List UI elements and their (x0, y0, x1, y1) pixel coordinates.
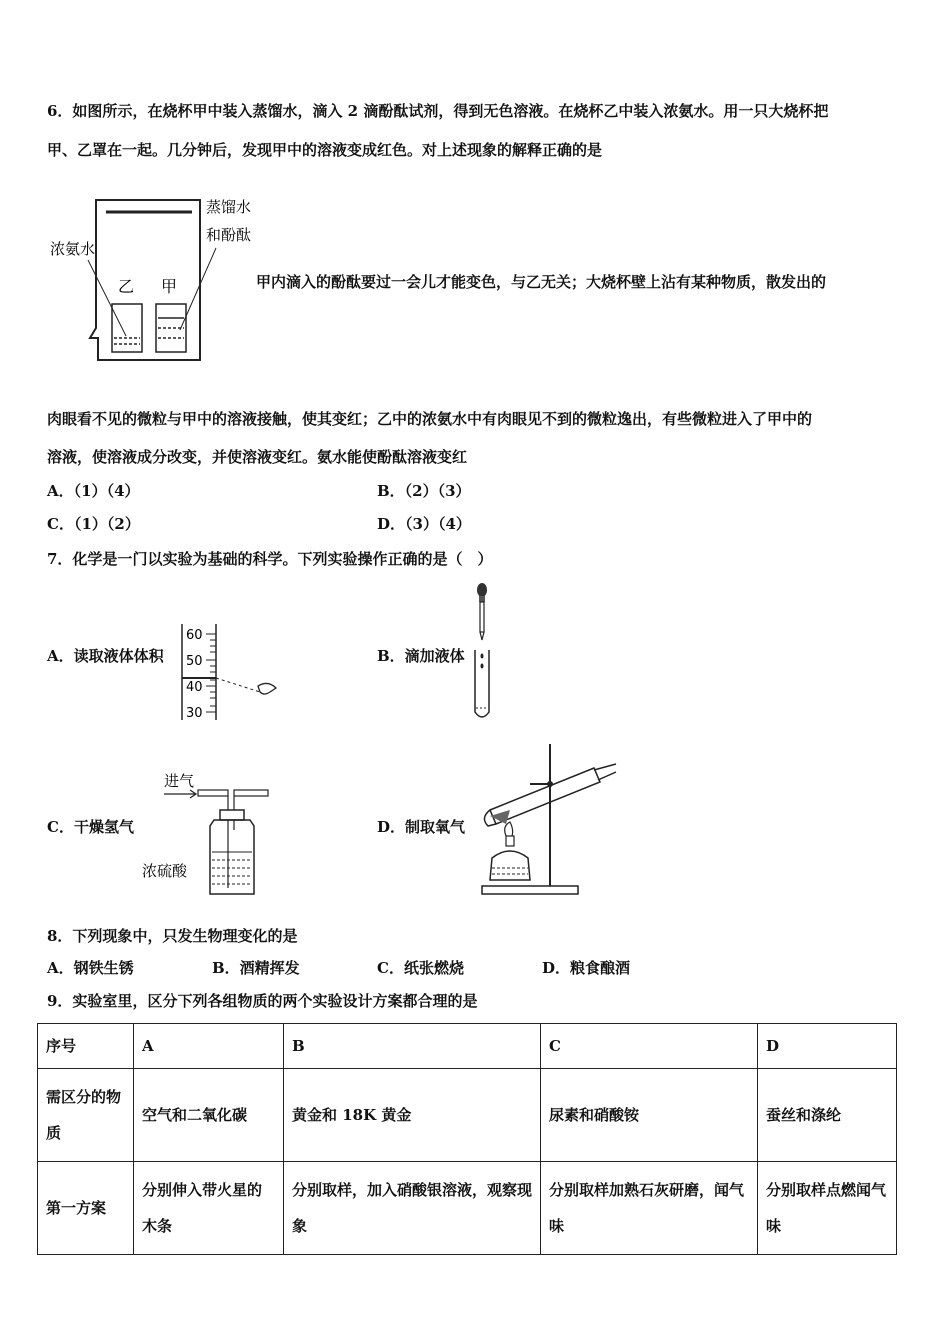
table-cell: B (284, 1024, 541, 1069)
q8-option-c: C．纸张燃烧 (377, 959, 464, 977)
q6-option-a: A．（1）（4） (47, 482, 140, 500)
q8-stem: 8．下列现象中，只发生物理变化的是 (47, 927, 298, 945)
table-cell: 分别取样，加入硝酸银溶液，观察现象 (284, 1162, 541, 1255)
oxygen-apparatus-figure (470, 740, 620, 900)
tick-40: 40 (186, 680, 203, 695)
q6-beaker-figure (48, 188, 258, 383)
q6-stem-line1: 6．如图所示，在烧杯甲中装入蒸馏水，滴入 2 滴酚酞试剂，得到无色溶液。在烧杯乙中装入浓氨水。用一只大烧杯把 (47, 102, 829, 120)
table-cell: C (541, 1024, 758, 1069)
dropper-tube-figure (468, 580, 498, 725)
table-row (38, 1069, 897, 1162)
label-and-phenol: 和酚酞 (206, 226, 252, 244)
label-sulfuric-acid: 浓硫酸 (142, 862, 188, 880)
tick-50: 50 (186, 654, 203, 669)
table-cell: 尿素和硝酸铵 (541, 1069, 758, 1162)
q7-option-d: D．制取氧气 (377, 818, 466, 836)
q8-option-b: B．酒精挥发 (212, 959, 300, 977)
table-cell: D (758, 1024, 897, 1069)
q8-option-a: A．钢铁生锈 (47, 959, 134, 977)
q6-explain-line2: 肉眼看不见的微粒与甲中的溶液接触，使其变红；乙中的浓氨水中有肉眼见不到的微粒逸出，有些微粒进入了甲中的 (47, 410, 813, 428)
q7-stem: 7．化学是一门以实验为基础的科学。下列实验操作正确的是（ ） (47, 550, 493, 568)
table-cell: 分别取样加熟石灰研磨，闻气味 (541, 1162, 758, 1255)
q7-option-a: A．读取液体体积 (47, 647, 164, 665)
eye-icon (258, 683, 276, 694)
label-ammonia: 浓氨水 (50, 240, 96, 258)
q6-option-b: B．（2）（3） (377, 482, 471, 500)
label-jia: 甲 (161, 277, 178, 296)
q7-option-b: B．滴加液体 (377, 647, 465, 665)
table-cell: 黄金和 18K 黄金 (284, 1069, 541, 1162)
q6-explain-line3: 溶液，使溶液成分改变，并使溶液变红。氨水能使酚酞溶液变红 (47, 448, 468, 466)
table-cell: 需区分的物质 (38, 1069, 134, 1162)
table-cell: 第一方案 (38, 1162, 134, 1255)
label-distilled-water: 蒸馏水 (206, 198, 252, 216)
table-cell: 空气和二氧化碳 (134, 1069, 284, 1162)
table-cell: 蚕丝和涤纶 (758, 1069, 897, 1162)
label-gas-in: 进气 (164, 772, 195, 790)
q8-option-d: D．粮食酿酒 (542, 959, 631, 977)
graduated-cylinder-figure (176, 620, 286, 724)
tick-30: 30 (186, 706, 203, 721)
q9-table (37, 1023, 897, 1255)
q9-stem: 9．实验室里，区分下列各组物质的两个实验设计方案都合理的是 (47, 992, 478, 1010)
label-yi: 乙 (118, 277, 135, 296)
table-cell: 序号 (38, 1024, 134, 1069)
table-cell: A (134, 1024, 284, 1069)
q6-explain-line1: 甲内滴入的酚酞要过一会儿才能变色，与乙无关；大烧杯壁上沾有某种物质，散发出的 (256, 273, 827, 291)
table-row (38, 1024, 897, 1069)
q7-option-c: C．干燥氢气 (47, 818, 134, 836)
table-cell: 分别取样点燃闻气味 (758, 1162, 897, 1255)
tick-60: 60 (186, 628, 203, 643)
q6-option-c: C．（1）（2） (47, 515, 140, 533)
table-cell: 分别伸入带火星的木条 (134, 1162, 284, 1255)
q6-option-d: D．（3）（4） (377, 515, 471, 533)
table-row (38, 1162, 897, 1255)
gas-washing-bottle-figure (142, 770, 272, 898)
q6-stem-line2: 甲、乙罩在一起。几分钟后，发现甲中的溶液变成红色。对上述现象的解释正确的是 (47, 141, 603, 159)
